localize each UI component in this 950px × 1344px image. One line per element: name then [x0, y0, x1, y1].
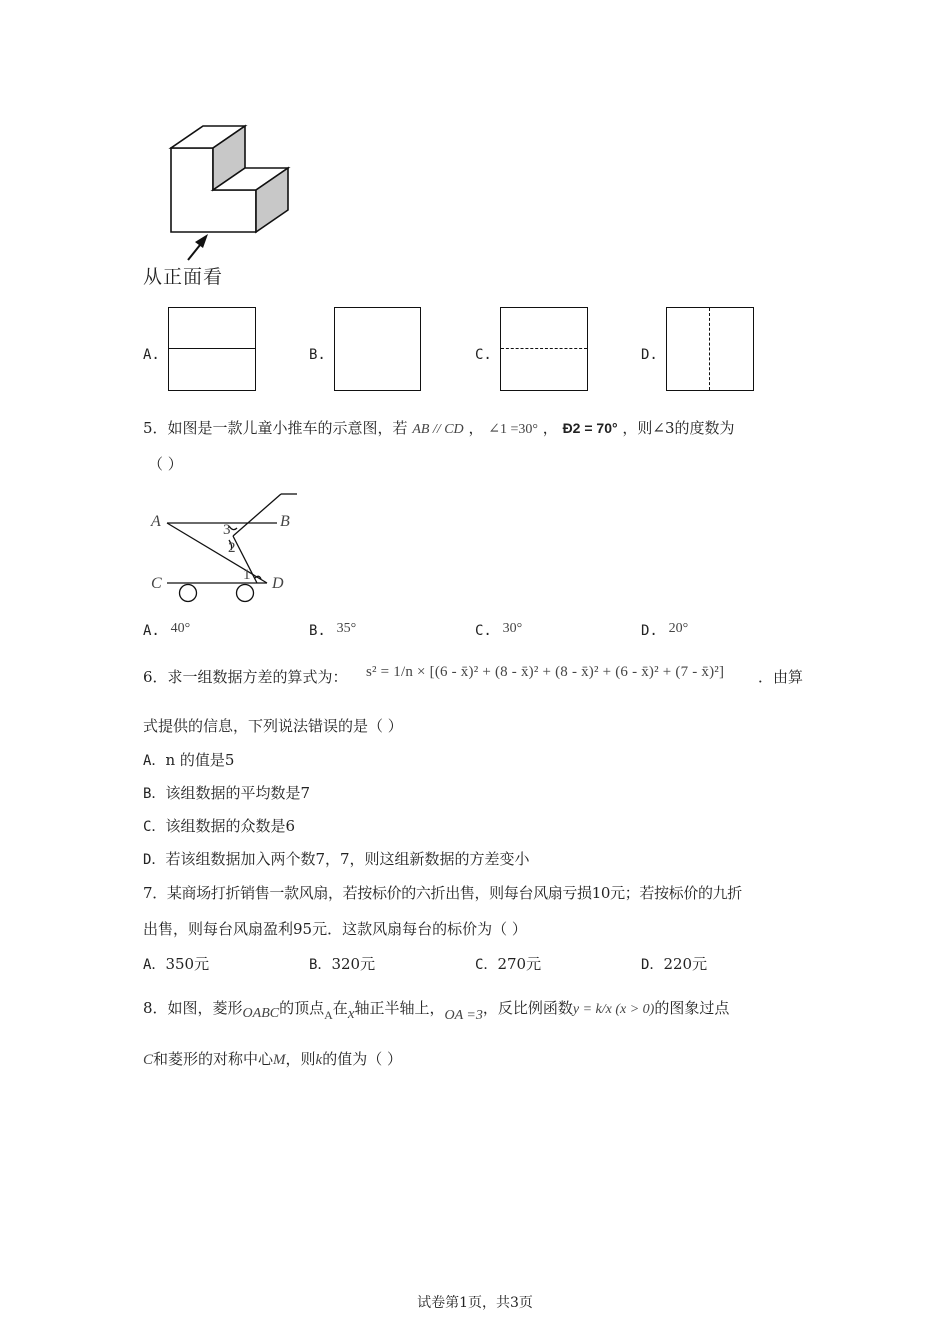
- variance-formula: s² = 1/n × [(6 - x̄)² + (8 - x̄)² + (8 - x̄)² + (6 - x̄)² + (7 - x̄)²]: [366, 664, 725, 680]
- option-value: 220元: [663, 955, 708, 973]
- option-value: 270元: [497, 955, 542, 973]
- q6-stem-c: 式提供的信息，下列说法错误的是（ ）: [143, 717, 403, 735]
- q8-line2-b: ，则: [285, 1050, 316, 1068]
- option-text: 该组数据的众数是6: [165, 817, 295, 835]
- fig-label-3: 3: [223, 522, 231, 538]
- q8-t6: 的图象过点: [654, 999, 730, 1017]
- solid-figure: [140, 118, 300, 268]
- option-label: C．: [475, 957, 498, 973]
- q4-option-b-label[interactable]: B.: [309, 347, 326, 363]
- q8-oabc: OABC: [242, 1006, 280, 1021]
- q4-option-b-figure[interactable]: [334, 307, 421, 391]
- q4-option-c-label[interactable]: C.: [475, 347, 492, 363]
- page-footer: 试卷第1页，共3页: [417, 1295, 533, 1311]
- q5-angle1: ∠1 =30°: [488, 422, 538, 437]
- option-value: 350元: [165, 955, 210, 973]
- q6-option-a[interactable]: [143, 750, 234, 771]
- option-label: C.: [475, 623, 492, 639]
- q5-angle2: Đ2 = 70°: [562, 420, 618, 436]
- q4-option-d-figure[interactable]: [666, 307, 754, 391]
- q5-stem-b: ，则∠3的度数为: [622, 419, 735, 437]
- option-label: A．: [143, 957, 166, 973]
- option-label: B.: [309, 623, 326, 639]
- q5-comma2: ，: [542, 419, 558, 437]
- q8-x: x: [347, 1006, 355, 1022]
- option-label: D．: [143, 852, 166, 868]
- option-label: C．: [143, 819, 166, 835]
- q4-option-d-label[interactable]: D.: [641, 347, 658, 363]
- q8-line2: [143, 1049, 402, 1070]
- fig-label-c: C: [151, 575, 162, 592]
- q6-option-d[interactable]: [143, 849, 530, 870]
- q5-paren: （ ）: [148, 455, 183, 473]
- option-label: B．: [143, 786, 166, 802]
- option-label: D．: [641, 957, 664, 973]
- fig-label-2: 2: [228, 540, 236, 556]
- q8-t2: 的顶点: [279, 999, 325, 1017]
- fig-label-a: A: [151, 513, 161, 530]
- q7-option-b[interactable]: [309, 954, 375, 975]
- q4-option-c-figure[interactable]: [500, 307, 588, 391]
- option-value: 320元: [331, 955, 376, 973]
- fig-label-b: B: [280, 513, 290, 530]
- option-label: A.: [143, 623, 160, 639]
- option-value: 35°: [336, 621, 357, 636]
- q8-a: A: [324, 1008, 333, 1022]
- option-text: n 的值是5: [165, 751, 235, 769]
- q7-line1: 7．某商场打折销售一款风扇，若按标价的六折出售，则每台风扇亏损10元；若按标价的九折: [143, 884, 742, 902]
- q7-option-a[interactable]: [143, 954, 209, 975]
- q8-func: y = k/x (x > 0): [572, 1002, 655, 1017]
- view-caption: 从正面看: [143, 266, 224, 288]
- q8-line1: [143, 998, 730, 1023]
- q5-option-d[interactable]: [641, 620, 688, 642]
- option-text: 该组数据的平均数是7: [165, 784, 310, 802]
- dashed-line: [501, 348, 587, 349]
- q4-option-a-figure[interactable]: [168, 307, 256, 391]
- q5-option-c[interactable]: [475, 620, 522, 642]
- option-text: 若该组数据加入两个数7，7，则这组新数据的方差变小: [165, 850, 530, 868]
- q7-option-d[interactable]: [641, 954, 707, 975]
- option-value: 20°: [668, 621, 689, 636]
- q8-line2-a: 和菱形的对称中心: [153, 1050, 274, 1068]
- q6-stem-a: 6．求一组数据方差的算式为：: [143, 668, 348, 686]
- q7-line2: 出售，则每台风扇盈利95元．这款风扇每台的标价为（ ）: [143, 920, 527, 938]
- q5-option-a[interactable]: [143, 620, 190, 642]
- q8-t4: 轴正半轴上，: [354, 999, 445, 1017]
- option-label: B．: [309, 957, 332, 973]
- q6-option-c[interactable]: [143, 816, 295, 837]
- q5-stem: [143, 418, 735, 440]
- q6-option-b[interactable]: [143, 783, 310, 804]
- q5-comma: ，: [468, 419, 484, 437]
- fig-label-d: D: [272, 575, 284, 592]
- option-label: A．: [143, 753, 166, 769]
- q5-ab-cd: AB // CD: [412, 422, 464, 437]
- q5-stem-a: 5．如图是一款儿童小推车的示意图，若: [143, 419, 408, 437]
- q8-k: k: [315, 1052, 323, 1068]
- q8-c: C: [143, 1052, 154, 1068]
- q8-m: M: [273, 1052, 286, 1068]
- q7-option-c[interactable]: [475, 954, 541, 975]
- q8-t5: ，反比例函数: [482, 999, 573, 1017]
- q8-t3: 在: [332, 999, 348, 1017]
- q4-option-a-label[interactable]: A.: [143, 347, 160, 363]
- option-label: D.: [641, 623, 658, 639]
- solid-line: [169, 348, 255, 349]
- q8-line2-c2: 的值为（ ）: [322, 1050, 402, 1068]
- q8-t1: 8．如图，菱形: [143, 999, 243, 1017]
- q8-oa: OA =3: [444, 1008, 483, 1023]
- fig-label-1: 1: [243, 567, 251, 583]
- q6-stem-b: ．由算: [758, 668, 804, 686]
- q5-option-b[interactable]: [309, 620, 356, 642]
- dashed-line: [709, 308, 710, 390]
- option-value: 40°: [170, 621, 191, 636]
- option-value: 30°: [502, 621, 523, 636]
